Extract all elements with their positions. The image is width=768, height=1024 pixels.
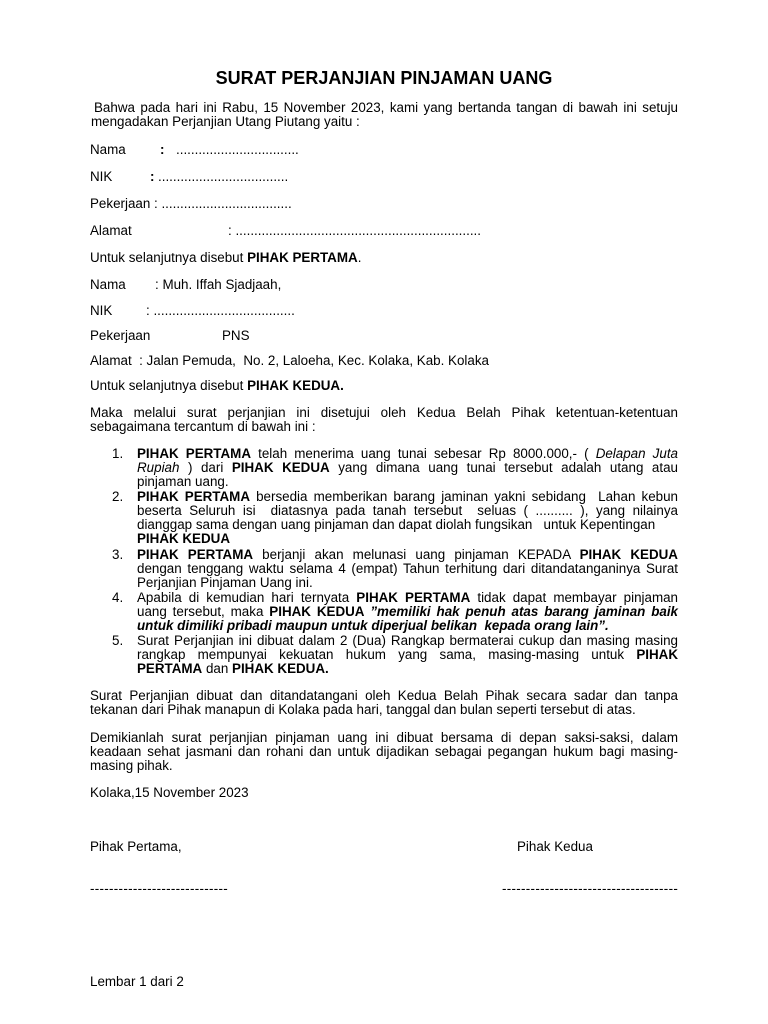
clause-5-number: 5.: [112, 633, 124, 648]
party2-nik-label: NIK: [90, 303, 113, 318]
preamble-line-2: sebagaimana tercantum di bawah ini :: [90, 419, 316, 434]
intro-paragraph: [91, 100, 678, 128]
party1-nik-label: NIK: [90, 169, 113, 184]
party1-nama-label: Nama: [90, 142, 126, 157]
intro-line-2: mengadakan Perjanjian Utang Piutang yaitu :: [91, 114, 360, 129]
clause-5: Surat Perjanjian ini dibuat dalam 2 (Dua) Rangkap bermaterai cukup dan masing masing rangkap mempunyai kekuatan hukum yang sama, masing-masing untuk PIHAK PERTAMA dan PIHAK KEDUA.: [137, 633, 678, 676]
preamble-line-1: Maka melalui surat perjanjian ini disetujui oleh Kedua Belah Pihak ketentuan-ketentuan: [90, 405, 678, 420]
closing-paragraph-2: Demikianlah surat perjanjian pinjaman uang ini dibuat bersama di depan saksi-saksi, dalam keadaan sehat jasmani dan rohani dan untuk dijadikan sebagai pegangan hukum bagi masing- masing pihak.: [90, 730, 678, 773]
intro-line-1: Bahwa pada hari ini Rabu, 15 November 2023, kami yang bertanda tangan di bawah ini setuju: [94, 100, 678, 115]
party1-nama-value: .................................: [176, 142, 299, 157]
closing-paragraph-1: Surat Perjanjian dibuat dan ditandatangani oleh Kedua Belah Pihak secara sadar dan tanpa tekanan dari Pihak manapun di Kolaka pada hari, tanggal dan bulan seperti tersebut di atas.: [90, 688, 678, 717]
party2-designation: Untuk selanjutnya disebut PIHAK KEDUA.: [90, 378, 344, 393]
party1-alamat-label: Alamat: [90, 223, 132, 238]
party2-nama-value: : Muh. Iffah Sjadjaah,: [155, 277, 282, 292]
page-footer: Lembar 1 dari 2: [90, 974, 184, 989]
party2-alamat: Alamat : Jalan Pemuda, No. 2, Laloeha, Kec. Kolaka, Kab. Kolaka: [90, 353, 489, 368]
party2-pekerjaan-label: Pekerjaan: [90, 328, 151, 343]
clause-4-number: 4.: [112, 590, 124, 605]
clause-1: PIHAK PERTAMA telah menerima uang tunai sebesar Rp 8000.000,- ( Delapan Juta Rupiah ) dari PIHAK KEDUA yang dimana uang tunai tersebut adalah utang atau pinjaman uang.: [137, 446, 678, 489]
party2-nik-value: : ......................................: [146, 303, 295, 318]
place-date: Kolaka,15 November 2023: [90, 785, 249, 800]
signature-label-left: Pihak Pertama,: [90, 839, 182, 854]
clause-1-number: 1.: [112, 446, 124, 461]
signature-label-right: Pihak Kedua: [517, 839, 593, 854]
party2-nama-label: Nama: [90, 277, 126, 292]
clause-3: PIHAK PERTAMA berjanji akan melunasi uang pinjaman KEPADA PIHAK KEDUA dengan tenggang waktu selama 4 (empat) Tahun terhitung dari ditandatanganinya Surat Perjanjian Pinjaman Uang ini.: [137, 547, 678, 590]
party1-nik-value: ...................................: [158, 169, 289, 184]
signature-line-right: -------------------------------------: [502, 881, 679, 896]
party1-designation: Untuk selanjutnya disebut PIHAK PERTAMA.: [90, 250, 362, 265]
preamble-paragraph: [90, 405, 678, 433]
clause-2-number: 2.: [112, 489, 124, 504]
party1-pekerjaan: Pekerjaan : ...................................: [90, 196, 292, 211]
party2-pekerjaan-value: PNS: [222, 328, 250, 343]
signature-line-left: -----------------------------: [90, 881, 229, 896]
clause-4: Apabila di kemudian hari ternyata PIHAK PERTAMA tidak dapat membayar pinjaman uang tersebut, maka PIHAK KEDUA ”memiliki hak penuh atas barang jaminan baik untuk dimiliki pribadi maupun untuk diperjual belikan kepada orang lain”.: [137, 590, 679, 633]
party1-nik-colon: :: [150, 169, 155, 184]
clause-3-number: 3.: [112, 547, 124, 562]
party1-nama-colon: :: [160, 142, 165, 157]
party1-alamat-value: : ..................................................................: [228, 223, 481, 238]
clause-2: PIHAK PERTAMA bersedia memberikan barang jaminan yakni sebidang Lahan kebun beserta Seluruh isi diatasnya pada tanah tersebut seluas ( .......... ), yang nilainya dianggap sama dengan uang pinjaman dan dapat diolah fungsikan untuk Kepentingan PIHAK KEDUA: [137, 489, 678, 546]
page-title: SURAT PERJANJIAN PINJAMAN UANG: [215, 68, 553, 88]
